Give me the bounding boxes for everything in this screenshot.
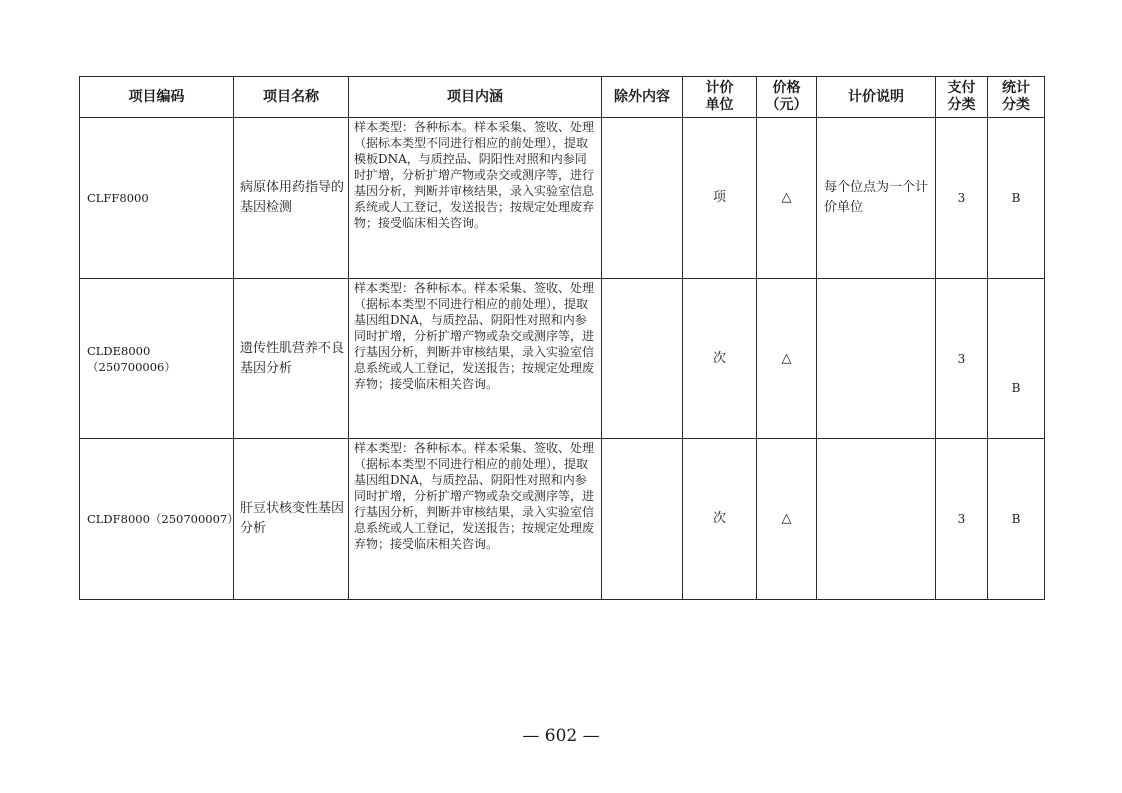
cell-item-name: 遗传性肌营养不良基因分析 bbox=[234, 279, 349, 439]
cell-exclusion bbox=[602, 118, 683, 279]
pricing-table bbox=[79, 76, 1045, 600]
header-item-code: 项目编码 bbox=[80, 77, 234, 118]
table-row bbox=[80, 279, 1045, 439]
cell-pricing-note bbox=[817, 439, 936, 600]
cell-price: △ bbox=[757, 439, 817, 600]
cell-pricing-note bbox=[817, 279, 936, 439]
table-row bbox=[80, 118, 1045, 279]
header-item-name: 项目名称 bbox=[234, 77, 349, 118]
cell-item-content bbox=[349, 439, 602, 600]
cell-exclusion bbox=[602, 279, 683, 439]
header-pricing-note: 计价说明 bbox=[817, 77, 936, 118]
header-statistics-class: 统计 分类 bbox=[988, 77, 1045, 118]
cell-item-content-text: 样本类型：各种标本。样本采集、签收、处理（据标本类型不同进行相应的前处理），提取模板DNA，与质控品、阴阳性对照和内参同时扩增，分析扩增产物或杂交或测序等，进行基因分析，判断并审核结果，录入实验室信息系统或人工登记，发送报告；按规定处理废弃物；接受临床相关咨询。 bbox=[354, 120, 595, 230]
header-payment-class: 支付 分类 bbox=[936, 77, 988, 118]
cell-item-code: CLDF8000（250700007） bbox=[80, 439, 234, 600]
cell-statistics-class: B bbox=[988, 439, 1045, 600]
cell-item-name: 肝豆状核变性基因分析 bbox=[234, 439, 349, 600]
cell-statistics-class: B bbox=[988, 118, 1045, 279]
header-exclusion: 除外内容 bbox=[602, 77, 683, 118]
cell-price: △ bbox=[757, 279, 817, 439]
cell-item-content-text: 样本类型：各种标本。样本采集、签收、处理（据标本类型不同进行相应的前处理），提取基因组DNA，与质控品、阴阳性对照和内参同时扩增，分析扩增产物或杂交或测序等，进行基因分析，判断并审核结果，录入实验室信息系统或人工登记，发送报告；按规定处理废弃物；接受临床相关咨询。 bbox=[354, 281, 595, 391]
cell-payment-class: 3 bbox=[936, 439, 988, 600]
cell-statistics-class bbox=[988, 279, 1045, 439]
table-header-row bbox=[80, 77, 1045, 118]
cell-item-code: CLFF8000 bbox=[80, 118, 234, 279]
cell-item-code: CLDE8000（250700006） bbox=[80, 279, 234, 439]
cell-item-name: 病原体用药指导的基因检测 bbox=[234, 118, 349, 279]
header-pricing-unit: 计价 单位 bbox=[683, 77, 757, 118]
header-price: 价格 （元） bbox=[757, 77, 817, 118]
cell-item-content bbox=[349, 118, 602, 279]
cell-price: △ bbox=[757, 118, 817, 279]
cell-exclusion bbox=[602, 439, 683, 600]
page-number: — 602 — bbox=[522, 726, 600, 746]
cell-pricing-unit: 次 bbox=[683, 279, 757, 439]
cell-pricing-unit: 次 bbox=[683, 439, 757, 600]
cell-payment-class: 3 bbox=[936, 118, 988, 279]
cell-payment-class: 3 bbox=[936, 279, 988, 439]
cell-pricing-unit: 项 bbox=[683, 118, 757, 279]
cell-item-content bbox=[349, 279, 602, 439]
cell-pricing-note: 每个位点为一个计价单位 bbox=[817, 118, 936, 279]
cell-item-content-text: 样本类型：各种标本。样本采集、签收、处理（据标本类型不同进行相应的前处理），提取基因组DNA，与质控品、阴阳性对照和内参同时扩增，分析扩增产物或杂交或测序等，进行基因分析，判断并审核结果，录入实验室信息系统或人工登记，发送报告；按规定处理废弃物；接受临床相关咨询。 bbox=[354, 441, 595, 551]
cell-statistics-class-text: B bbox=[1011, 381, 1021, 395]
header-item-content: 项目内涵 bbox=[349, 77, 602, 118]
table-row bbox=[80, 439, 1045, 600]
